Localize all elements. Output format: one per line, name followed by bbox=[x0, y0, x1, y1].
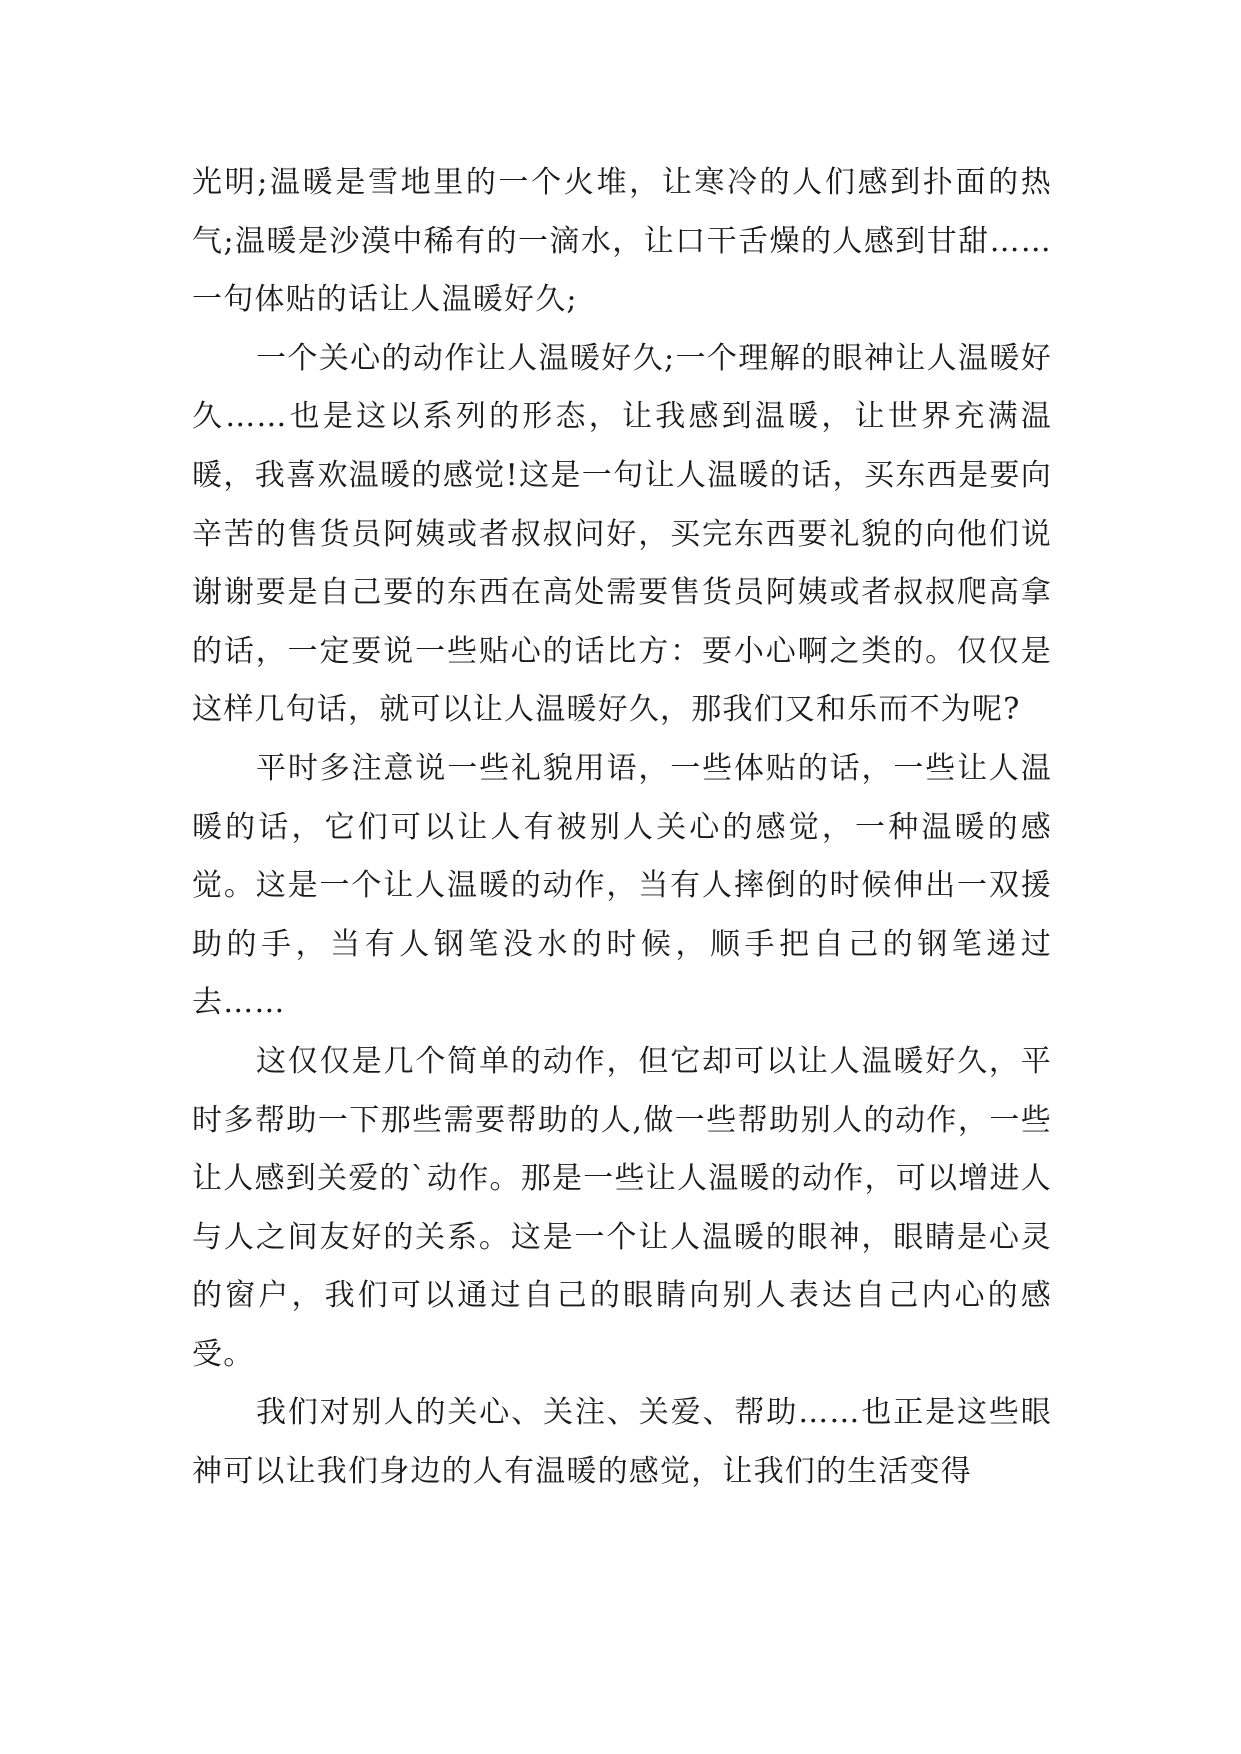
paragraph: 平时多注意说一些礼貌用语，一些体贴的话，一些让人温暖的话，它们可以让人有被别人关心的感觉，一种温暖的感觉。这是一个让人温暖的动作，当有人摔倒的时候伸出一双援助的手，当有人钢笔没水的时候，顺手把自己的钢笔递过去…… bbox=[192, 750, 1052, 1021]
paragraph: 这仅仅是几个简单的动作，但它却可以让人温暖好久，平时多帮助一下那些需要帮助的人,做一些帮助别人的动作，一些让人感到关爱的`动作。那是一些让人温暖的动作，可以增进人与人之间友好的关系。这是一个让人温暖的眼神，眼睛是心灵的窗户，我们可以通过自己的眼睛向别人表达自己内心的感受。 bbox=[192, 1043, 1052, 1372]
paragraph: 一个关心的动作让人温暖好久;一个理解的眼神让人温暖好久……也是这以系列的形态，让我感到温暖，让世界充满温暖，我喜欢温暖的感觉!这是一句让人温暖的话，买东西是要向辛苦的售货员阿姨或者叔叔问好，买完东西要礼貌的向他们说谢谢要是自己要的东西在高处需要售货员阿姨或者叔叔爬高拿的话，一定要说一些贴心的话比方：要小心啊之类的。仅仅是这样几句话，就可以让人温暖好久，那我们又和乐而不为呢? bbox=[192, 340, 1052, 728]
paragraph-continuation: 光明;温暖是雪地里的一个火堆，让寒冷的人们感到扑面的热气;温暖是沙漠中稀有的一滴水，让口干舌燥的人感到甘甜……一句体贴的话让人温暖好久; bbox=[192, 165, 1052, 318]
body-text bbox=[192, 154, 1052, 1502]
paragraph: 我们对别人的关心、关注、关爱、帮助……也正是这些眼神可以让我们身边的人有温暖的感觉，让我们的生活变得 bbox=[192, 1395, 1052, 1490]
